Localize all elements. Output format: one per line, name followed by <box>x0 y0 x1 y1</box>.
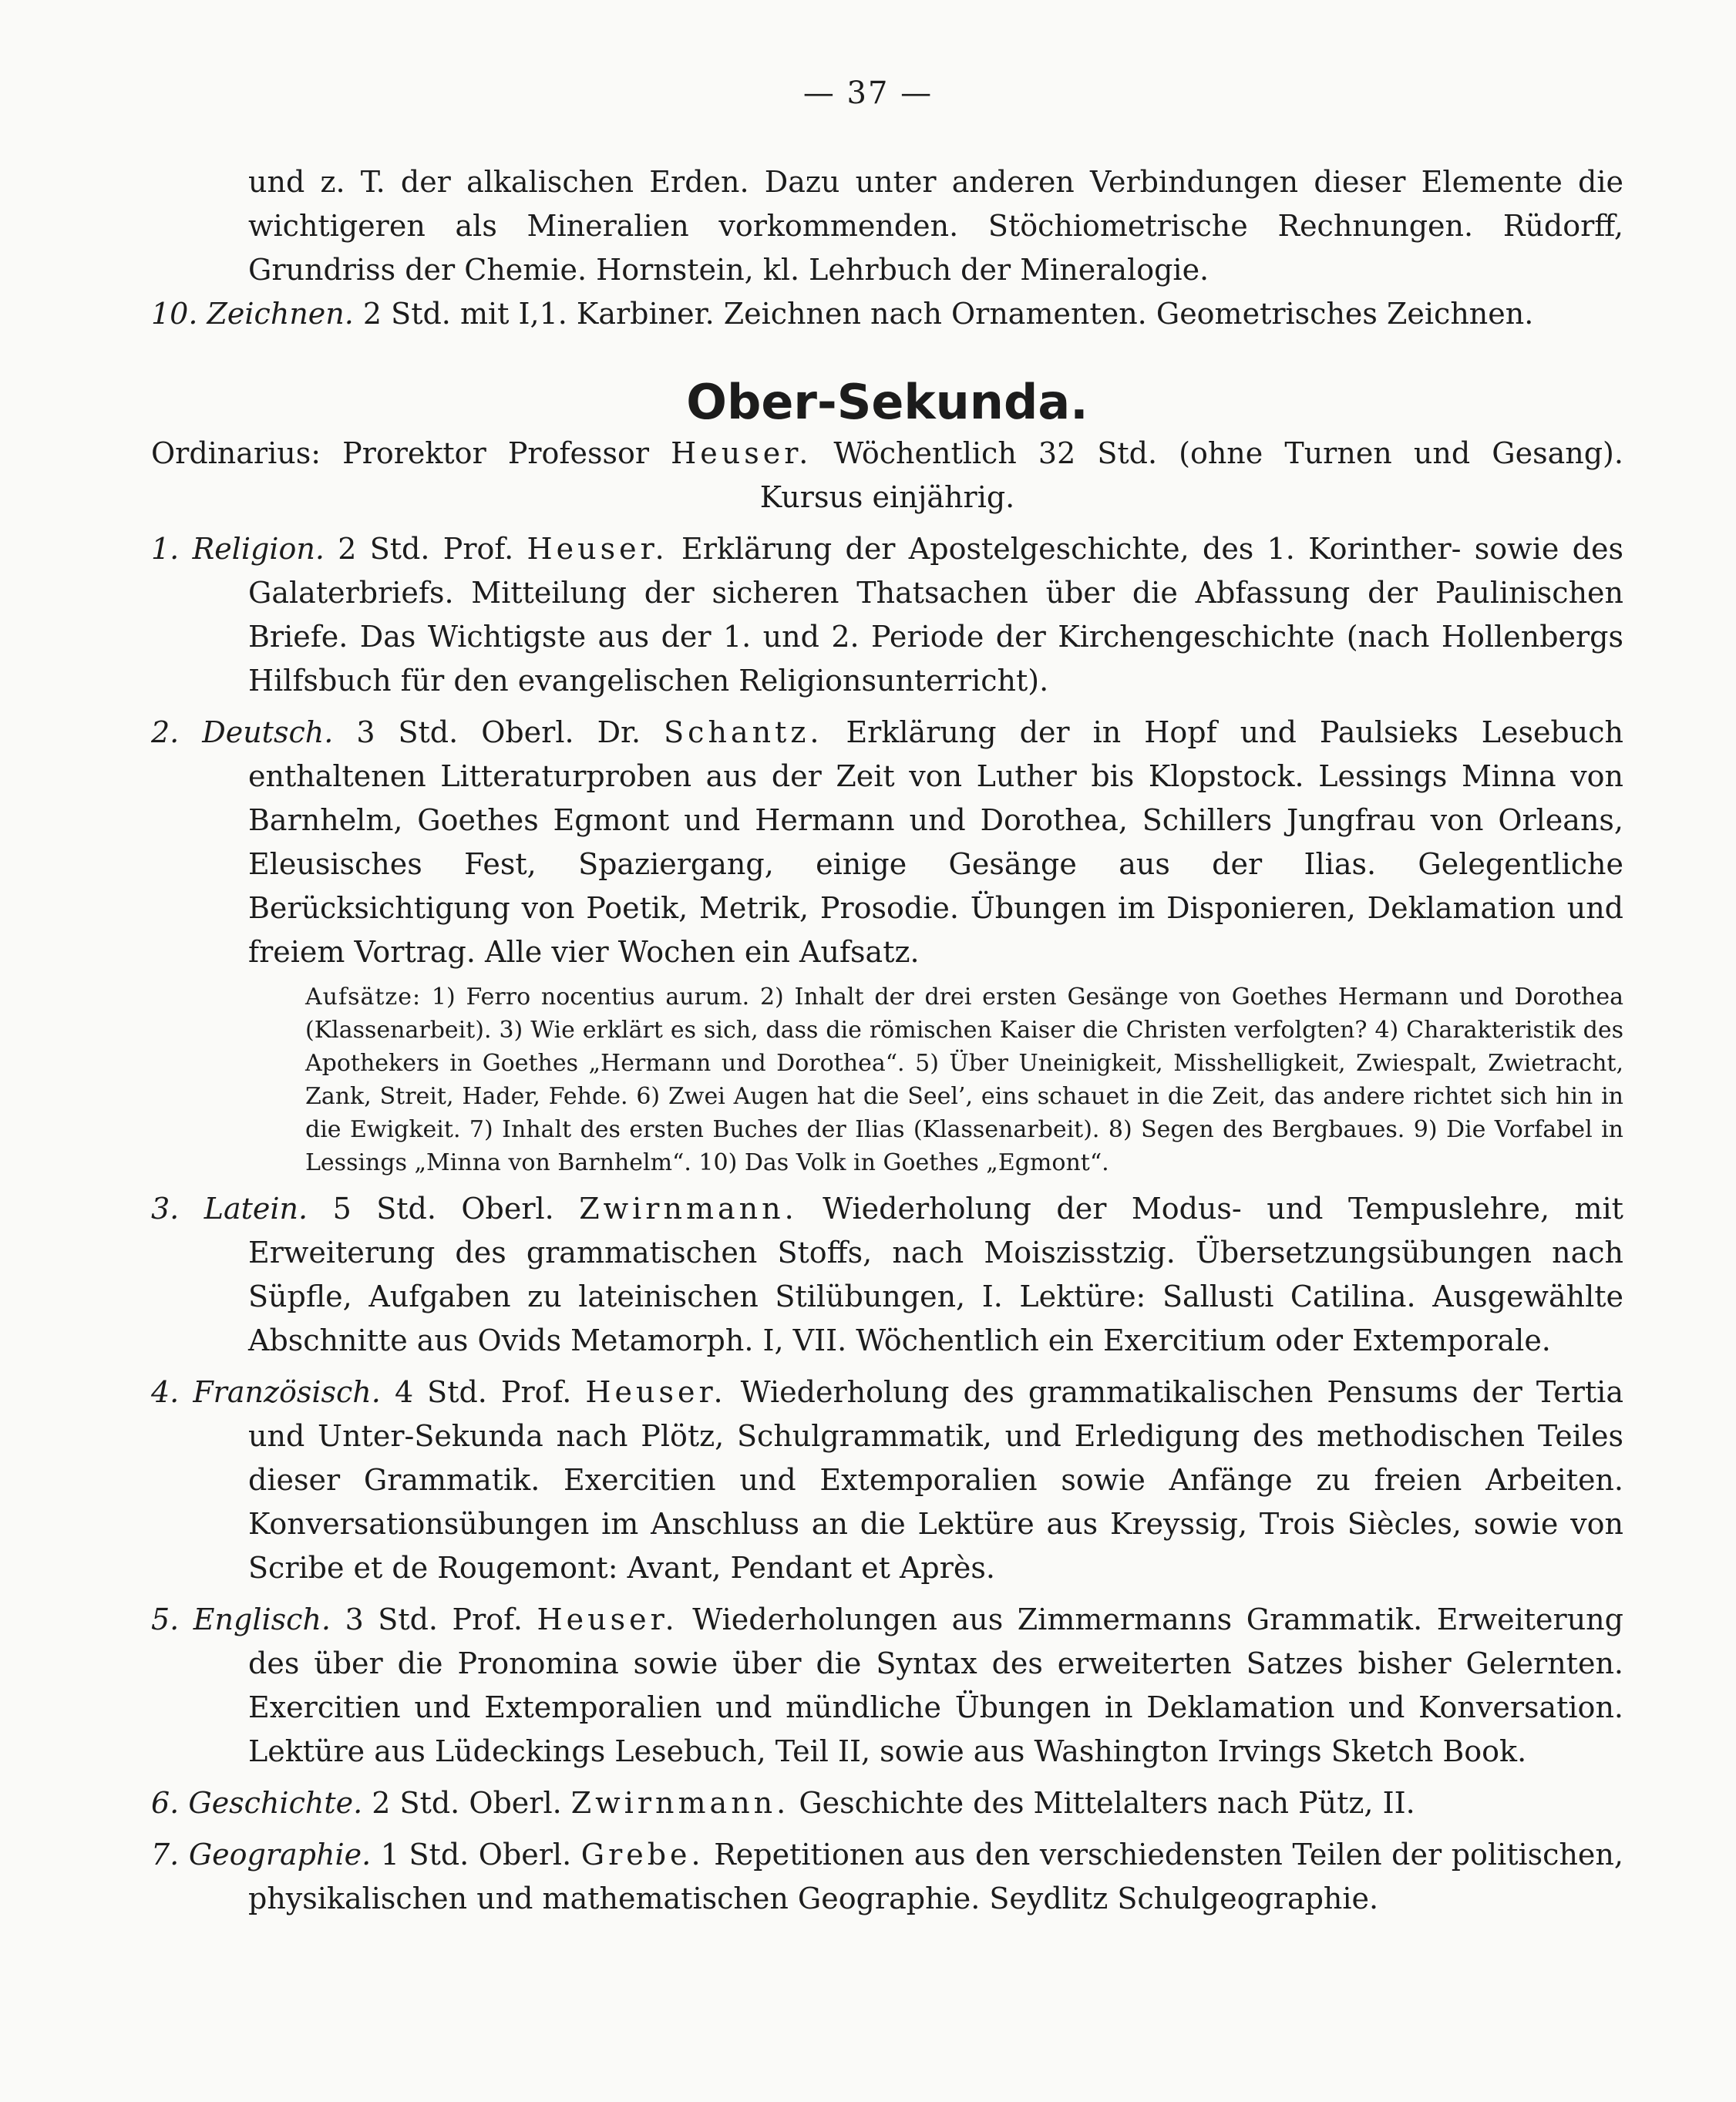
essay-topics-label: Aufsätze: <box>305 984 422 1011</box>
section-geschichte <box>151 1781 1623 1825</box>
page-body <box>151 160 1623 1921</box>
subject-hours: 2 Std. Oberl. <box>372 1786 562 1820</box>
ordinarius-hours: Wöchentlich 32 Std. (ohne Turnen und Gesang). <box>833 436 1623 470</box>
subject-label: 6. Geschichte. <box>151 1786 363 1820</box>
subject-label: 7. Geographie. <box>151 1838 372 1872</box>
teacher-name: Zwirnmann. <box>570 1786 790 1820</box>
section-englisch <box>151 1598 1623 1774</box>
course-duration: Kursus einjährig. <box>759 480 1015 514</box>
subject-label: 5. Englisch. <box>151 1603 331 1636</box>
section-religion <box>151 527 1623 703</box>
subject-label: 2. Deutsch. <box>151 715 334 749</box>
ordinarius-label: Ordinarius: <box>151 436 321 470</box>
subject-hours: 3 Std. Oberl. Dr. <box>356 715 641 749</box>
subject-text: Wiederholung des grammatikalischen Pensums der Tertia und Unter-Sekunda nach Plötz, Schulgrammatik, und Erledigung des methodischen Teiles dieser Grammatik. Exercitien und Extemporalien sowie Anfänge zu freien Arbeiten. Konversationsübungen im Anschluss an die Lektüre aus Kreyssig, Trois Siècles, sowie von Scribe et de Rougemont: Avant, Pendant et Après. <box>248 1375 1623 1585</box>
subject-text: Erklärung der Apostelgeschichte, des 1. Korinther- sowie des Galaterbriefs. Mitteilung der sicheren Thatsachen über die Abfassung der Paulinischen Briefe. Das Wichtigste aus der 1. und 2. Periode der Kirchengeschichte (nach Hollenbergs Hilfsbuch für den evangelischen Religionsunterricht). <box>248 532 1623 698</box>
subject-label: 10. Zeichnen. <box>151 297 354 331</box>
subject-text: Erklärung der in Hopf und Paulsieks Lesebuch enthaltenen Litteraturproben aus der Zeit von Luther bis Klopstock. Lessings Minna von Barnhelm, Goethes Egmont und Hermann und Dorothea, Schillers Jungfrau von Orleans, Eleusisches Fest, Spaziergang, einige Gesänge aus der Ilias. Gelegentliche Berücksichtigung von Poetik, Metrik, Prosodie. Übungen im Disponieren, Deklamation und freiem Vortrag. Alle vier Wochen ein Aufsatz. <box>248 715 1623 969</box>
ordinarius-line <box>151 432 1623 476</box>
page-number: — 37 — <box>802 76 934 111</box>
subject-hours: 3 Std. Prof. <box>345 1603 523 1636</box>
teacher-name: Heuser. <box>537 1603 678 1636</box>
essay-topics-text: 1) Ferro nocentius aurum. 2) Inhalt der drei ersten Gesänge von Goethes Hermann und Dorothea (Klassenarbeit). 3) Wie erklärt es sich, dass die römischen Kaiser die Christen verfolgten? 4) Charakteristik des Apothekers in Goethes „Hermann und Dorothea“. 5) Über Uneinigkeit, Misshelligkeit, Zwiespalt, Zwietracht, Zank, Streit, Hader, Fehde. 6) Zwei Augen hat die Seel’, eins schauet in die Zeit, das andere richtet sich hin in die Ewigkeit. 7) Inhalt des ersten Buches der Ilias (Klassenarbeit). 8) Segen des Bergbaues. 9) Die Vorfabel in Lessings „Minna von Barnhelm“. 10) Das Volk in Goethes „Egmont“. <box>305 984 1623 1176</box>
subject-hours: 2 Std. Prof. <box>338 532 514 566</box>
class-heading: Ober-Sekunda. <box>686 374 1088 430</box>
subject-label: 3. Latein. <box>151 1192 308 1226</box>
subject-text: Wiederholungen aus Zimmermanns Grammatik. Erweiterung des über die Pronomina sowie über die Syntax des erweiterten Satzes bisher Gelernten. Exercitien und Extemporalien und mündliche Übungen in Deklamation und Konversation. Lektüre aus Lüdeckings Lesebuch, Teil II, sowie aus Washington Irvings Sketch Book. <box>248 1603 1623 1768</box>
ordinarius-role: Prorektor Professor <box>342 436 650 470</box>
section-zeichnen <box>151 292 1623 336</box>
essay-topics <box>151 980 1623 1179</box>
subject-text: Repetitionen aus den verschiedensten Teilen der politischen, physikalischen und mathematischen Geographie. Seydlitz Schulgeographie. <box>248 1838 1623 1915</box>
teacher-name: Zwirnmann. <box>579 1192 798 1226</box>
teacher-name: Schantz. <box>664 715 823 749</box>
subject-text: 2 Std. mit I,1. Karbiner. Zeichnen nach Ornamenten. Geometrisches Zeichnen. <box>362 297 1534 331</box>
subject-label: 4. Französisch. <box>151 1375 381 1409</box>
section-geographie <box>151 1833 1623 1921</box>
subject-hours: 5 Std. Oberl. <box>332 1192 554 1226</box>
subject-label: 1. Religion. <box>151 532 325 566</box>
subject-text: Geschichte des Mittelalters nach Pütz, II. <box>799 1786 1415 1820</box>
teacher-name: Heuser. <box>527 532 668 566</box>
subject-hours: 4 Std. Prof. <box>394 1375 572 1409</box>
teacher-name: Heuser. <box>585 1375 727 1409</box>
ordinarius-name: Heuser. <box>671 436 812 470</box>
subject-hours: 1 Std. Oberl. <box>380 1838 572 1872</box>
subject-text: Wiederholung der Modus- und Tempuslehre, mit Erweiterung des grammatischen Stoffs, nach Moiszisstzig. Übersetzungsübungen nach Süpfle, Aufgaben zu lateinischen Stilübungen, I. Lektüre: Sallusti Catilina. Ausgewählte Abschnitte aus Ovids Metamorph. I, VII. Wöchentlich ein Exercitium oder Extemporale. <box>248 1192 1623 1357</box>
intro-paragraph: und z. T. der alkalischen Erden. Dazu unter anderen Verbindungen dieser Elemente die wichtigeren als Mineralien vorkommenden. Stöchiometrische Rechnungen. Rüdorff, Grundriss der Chemie. Hornstein, kl. Lehrbuch der Mineralogie. <box>248 165 1623 287</box>
section-latein <box>151 1187 1623 1363</box>
section-franzoesisch <box>151 1371 1623 1590</box>
teacher-name: Grebe. <box>580 1838 705 1872</box>
section-deutsch <box>151 711 1623 974</box>
